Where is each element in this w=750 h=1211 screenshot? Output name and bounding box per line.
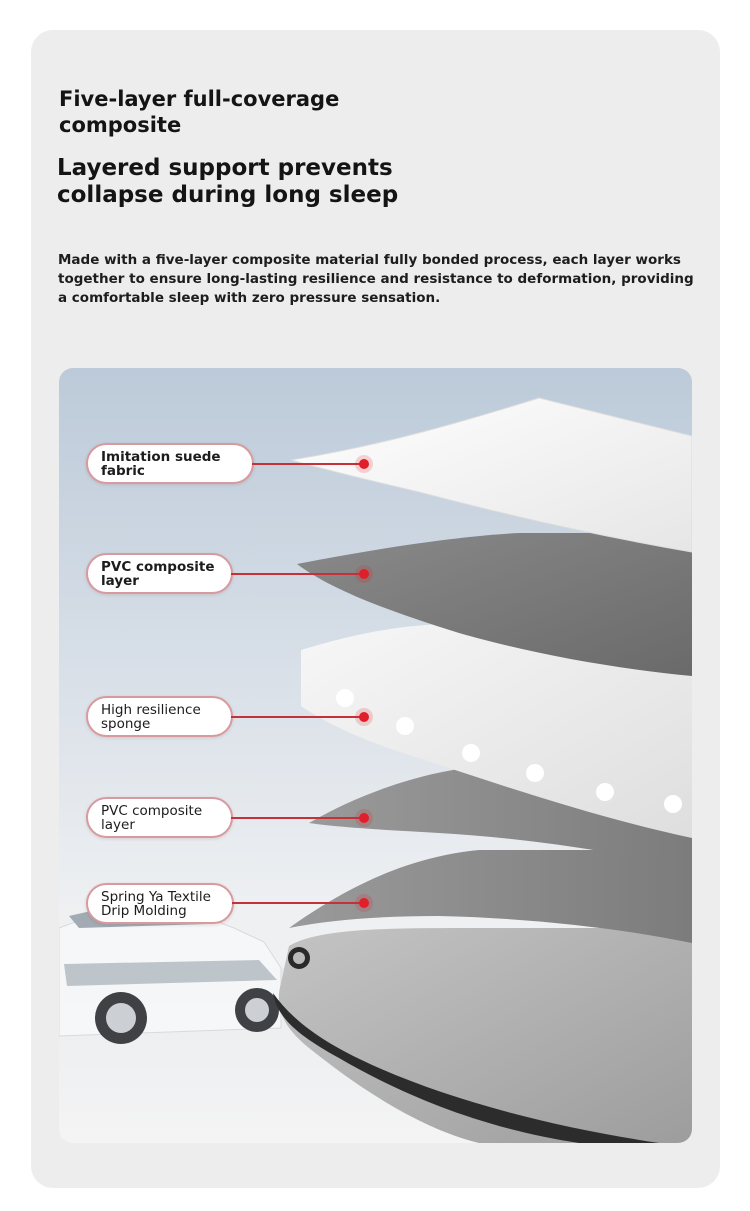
leader-line bbox=[252, 463, 364, 465]
callout-spring-ya-textile bbox=[86, 883, 234, 924]
leader-line bbox=[232, 902, 364, 904]
mattress-layer-illustration bbox=[59, 368, 692, 1143]
marker-dot bbox=[359, 813, 369, 823]
layer-suede-fabric bbox=[291, 398, 692, 552]
callout-imitation-suede bbox=[86, 443, 254, 484]
marker-dot bbox=[359, 898, 369, 908]
layers-drawing bbox=[59, 368, 692, 1143]
callout-pvc-composite-upper bbox=[86, 553, 233, 594]
marker-dot bbox=[359, 712, 369, 722]
callout-label: PVC composite layer bbox=[101, 559, 215, 589]
marker-dot bbox=[359, 459, 369, 469]
callout-label: High resilience sponge bbox=[101, 702, 201, 732]
callout-pvc-composite-lower bbox=[86, 797, 233, 838]
page-subtitle: Layered support prevents collapse during long sleep bbox=[57, 155, 399, 208]
marker-dot bbox=[359, 569, 369, 579]
callout-label: PVC composite layer bbox=[101, 803, 203, 833]
leader-line bbox=[231, 573, 364, 575]
callout-high-resilience-sponge bbox=[86, 696, 233, 737]
leader-line bbox=[231, 817, 364, 819]
callout-label: Spring Ya Textile Drip Molding bbox=[101, 889, 211, 919]
leader-line bbox=[231, 716, 364, 718]
callout-label: Imitation suede fabric bbox=[101, 449, 221, 479]
description-text: Made with a five-layer composite material fully bonded process, each layer works together to ensure long-lasting resilience and resistance to deformation, providing a comfortable sleep with zero pressure sensation. bbox=[58, 252, 694, 306]
page-title: Five-layer full-coverage composite bbox=[59, 87, 340, 137]
